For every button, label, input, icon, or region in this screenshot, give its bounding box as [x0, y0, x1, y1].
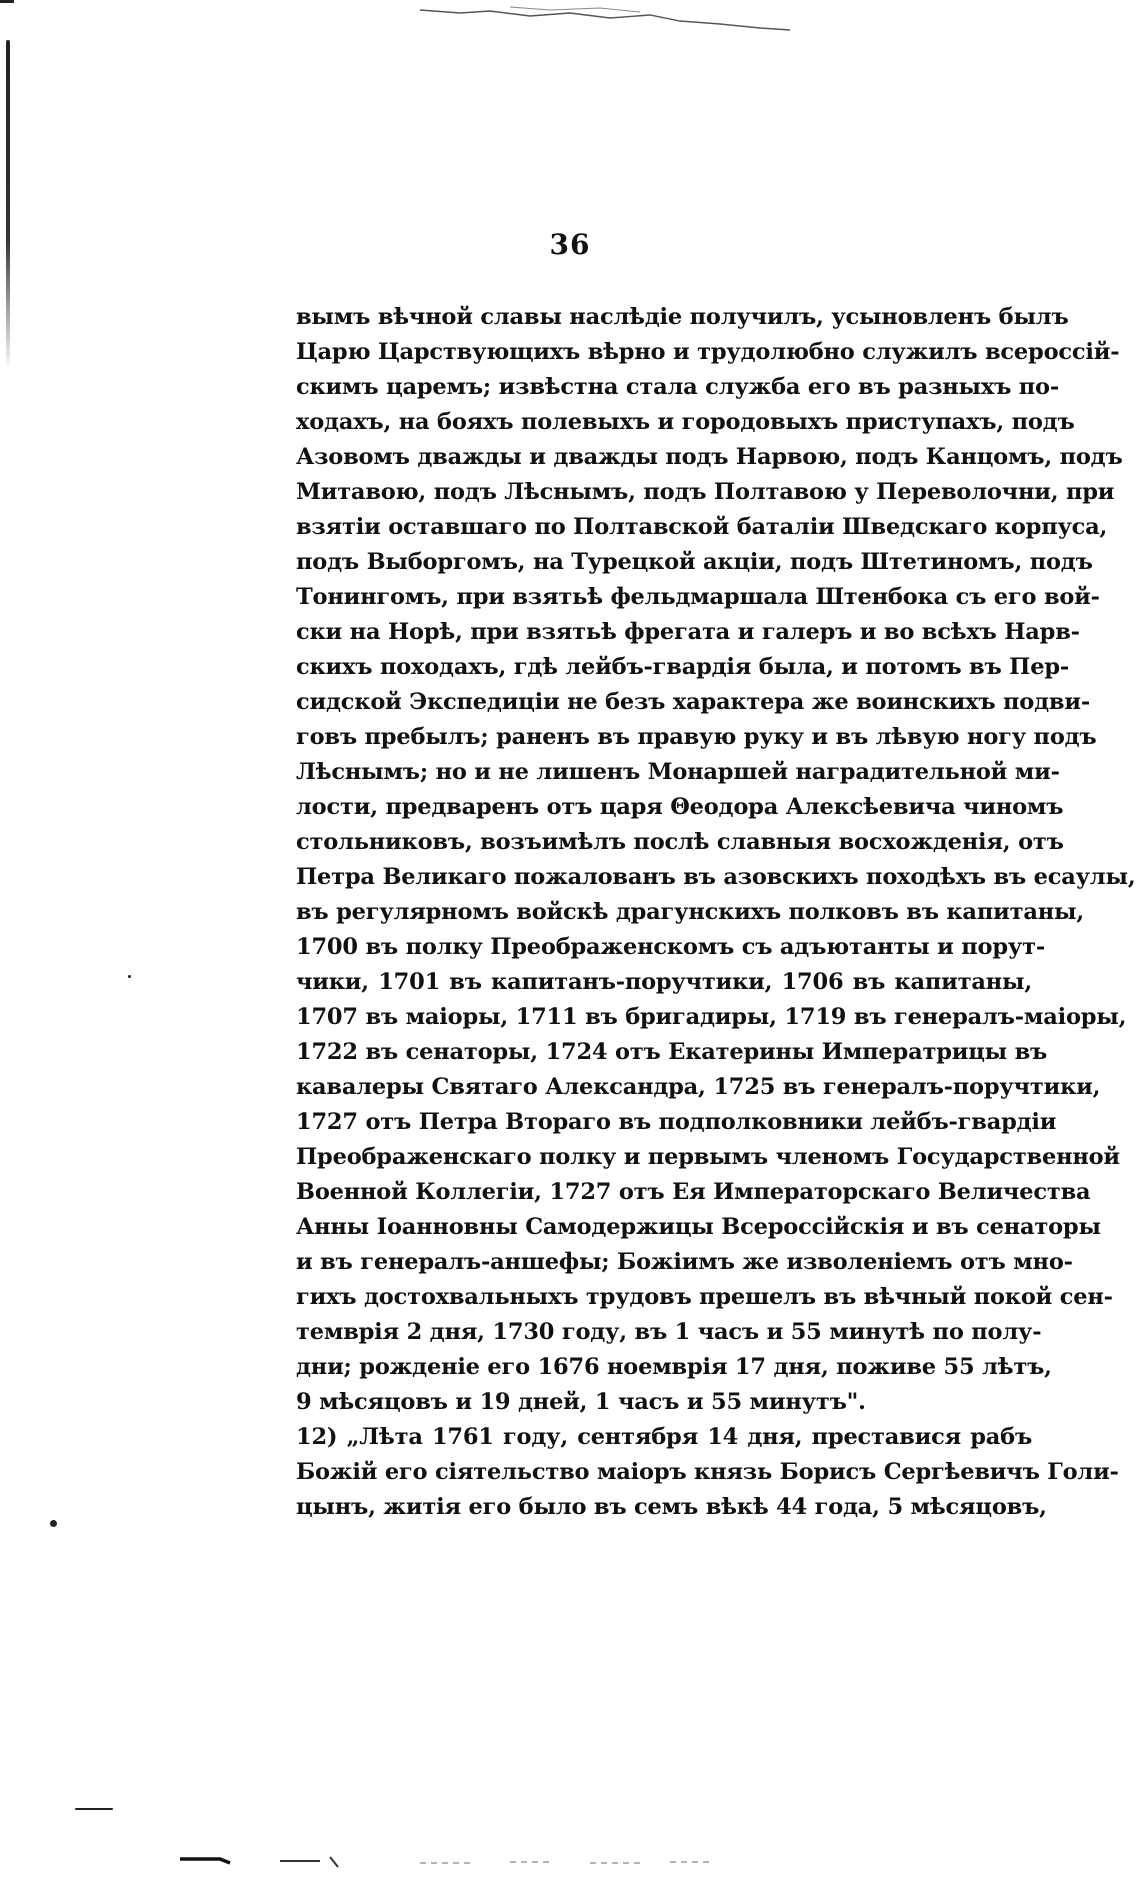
- scan-speck: [128, 975, 131, 978]
- text-line: 1727 отъ Петра Втораго въ подполковники лейбъ-гвардіи: [296, 1109, 1057, 1135]
- text-line: цынъ, житія его было въ семъ вѣкѣ 44 года, 5 мѣсяцовъ,: [296, 1494, 1047, 1520]
- text-line: лости, предваренъ отъ царя Θеодора Алексѣевича чиномъ: [296, 794, 1064, 820]
- text-line: Анны Іоанновны Самодержицы Всероссійскія и въ сенаторы: [296, 1214, 1101, 1240]
- binding-edge-tick: [0, 0, 14, 3]
- text-line: Петра Великаго пожалованъ въ азовскихъ походѣхъ въ есаулы,: [296, 864, 1136, 890]
- text-line: темврія 2 дня, 1730 году, въ 1 часъ и 55 минутѣ по полу-: [296, 1319, 1042, 1345]
- text-line: подъ Выборгомъ, на Турецкой акціи, подъ Штетиномъ, подъ: [296, 549, 1093, 575]
- text-line: скимъ царемъ; извѣстна стала служба его въ разныхъ по-: [296, 374, 1059, 400]
- text-line: взятіи оставшаго по Полтавской баталіи Шведскаго корпуса,: [296, 514, 1108, 540]
- text-line: стольниковъ, возъимѣлъ послѣ славныя восхожденія, отъ: [296, 829, 1064, 855]
- text-line: 1700 въ полку Преображенскомъ съ адъютанты и порут-: [296, 934, 1045, 960]
- scan-noise-bottom: [170, 1845, 730, 1875]
- text-line: говъ пребылъ; раненъ въ правую руку и въ лѣвую ногу подъ: [296, 724, 1097, 750]
- text-line: ски на Норѣ, при взятьѣ фрегата и галеръ и во всѣхъ Нарв-: [296, 619, 1080, 645]
- text-line: 12) „Лѣта 1761 году, сентября 14 дня, преставися рабъ: [296, 1424, 1032, 1450]
- scan-noise-top: [420, 4, 800, 34]
- text-line: Азовомъ дважды и дважды подъ Нарвою, подъ Канцомъ, подъ: [296, 444, 1123, 470]
- text-line: Митавою, подъ Лѣснымъ, подъ Полтавою у Переволочни, при: [296, 479, 1115, 505]
- text-line: Военной Коллегіи, 1727 отъ Ея Императорскаго Величества: [296, 1179, 1091, 1205]
- text-line: въ регулярномъ войскѣ драгунскихъ полковъ въ капитаны,: [296, 899, 1084, 925]
- text-line: гихъ достохвальныхъ трудовъ прешелъ въ вѣчный покой сен-: [296, 1284, 1113, 1310]
- text-line: 9 мѣсяцовъ и 19 дней, 1 часъ и 55 минутъ".: [296, 1389, 866, 1415]
- text-line: 1722 въ сенаторы, 1724 отъ Екатерины Императрицы въ: [296, 1039, 1048, 1065]
- text-line: дни; рожденіе его 1676 ноемврія 17 дня, поживе 55 лѣтъ,: [296, 1354, 1052, 1380]
- text-line: сидской Экспедиціи не безъ характера же воинскихъ подви-: [296, 689, 1090, 715]
- scan-speck: [75, 1808, 113, 1810]
- page-number: 36: [549, 228, 591, 261]
- text-line: 1707 въ маіоры, 1711 въ бригадиры, 1719 въ генералъ-маіоры,: [296, 1004, 1127, 1030]
- text-line: Божій его сіятельство маіоръ князь Борисъ Сергѣевичъ Голи-: [296, 1459, 1119, 1485]
- text-line: Преображенскаго полку и первымъ членомъ Государственной: [296, 1144, 1120, 1170]
- text-line: чики, 1701 въ капитанъ-поручтики, 1706 въ капитаны,: [296, 969, 1032, 995]
- text-line: скихъ походахъ, гдѣ лейбъ-гвардія была, и потомъ въ Пер-: [296, 654, 1070, 680]
- text-line: ходахъ, на бояхъ полевыхъ и городовыхъ приступахъ, подъ: [296, 409, 1075, 435]
- text-line: и въ генералъ-аншефы; Божіимъ же изволеніемъ отъ мно-: [296, 1249, 1073, 1275]
- binding-edge-shadow: [6, 40, 10, 370]
- text-line: кавалеры Святаго Александра, 1725 въ генералъ-поручтики,: [296, 1074, 1101, 1100]
- body-text: [296, 300, 1136, 1525]
- text-line: Лѣснымъ; но и не лишенъ Монаршей наградительной ми-: [296, 759, 1060, 785]
- text-line: вымъ вѣчной славы наслѣдіе получилъ, усыновленъ былъ: [296, 304, 1069, 330]
- text-line: Тонингомъ, при взятьѣ фельдмаршала Штенбока съ его вой-: [296, 584, 1100, 610]
- text-line: Царю Царствующихъ вѣрно и трудолюбно служилъ всероссій-: [296, 339, 1120, 365]
- scan-speck: [50, 1520, 57, 1527]
